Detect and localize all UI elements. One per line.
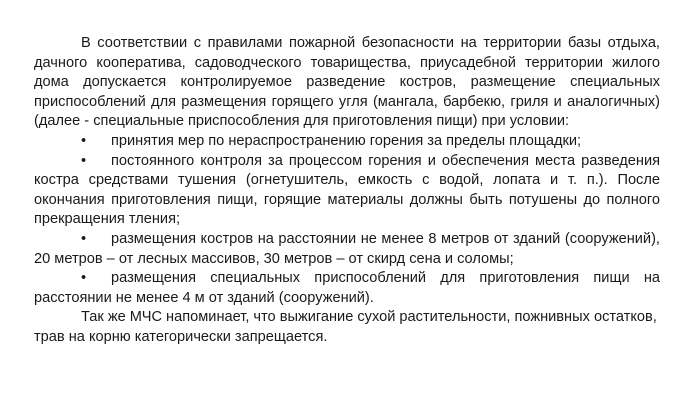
bullet-icon: • [81, 152, 87, 169]
condition-text: размещения костров на расстоянии не менее 8 метров от зданий (сооружений), 20 метров – от лесных массивов, 30 метров – от скирд сена и соломы; [34, 230, 660, 267]
bullet-icon: • [81, 132, 87, 149]
bullet-icon: • [81, 270, 87, 287]
condition-item [34, 230, 660, 269]
outro-paragraph: Так же МЧС напоминает, что выжигание сухой растительности, пожнивных остатков, трав на корню категорически запрещается. [34, 309, 657, 345]
condition-text: принятия мер по нераспространению горения за пределы площадки; [111, 132, 582, 149]
condition-item [34, 132, 660, 152]
condition-item [34, 269, 660, 308]
conditions-list [34, 132, 660, 308]
condition-text: постоянного контроля за процессом горения и обеспечения места разведения костра средствами тушения (огнетушитель, емкость с водой, лопата и т. п.). После окончания приготовления пищи, горящие материалы должны быть потушены до полного прекращения тления; [34, 152, 660, 228]
bullet-icon: • [81, 230, 87, 247]
condition-item [34, 152, 660, 230]
condition-text: размещения специальных приспособлений для приготовления пищи на расстоянии не менее 4 м от зданий (сооружений). [34, 270, 660, 306]
intro-paragraph: В соответствии с правилами пожарной безопасности на территории базы отдыха, дачного кооператива, садоводческого товарищества, приусадебной территории жилого дома допускается контролируемое разведение костров, размещение специальных приспособлений для размещения горящего угля (мангала, барбекю, гриля и аналогичных) (далее - специальные приспособления для приготовления пищи) при условии: [34, 35, 660, 130]
document-body [34, 34, 660, 348]
